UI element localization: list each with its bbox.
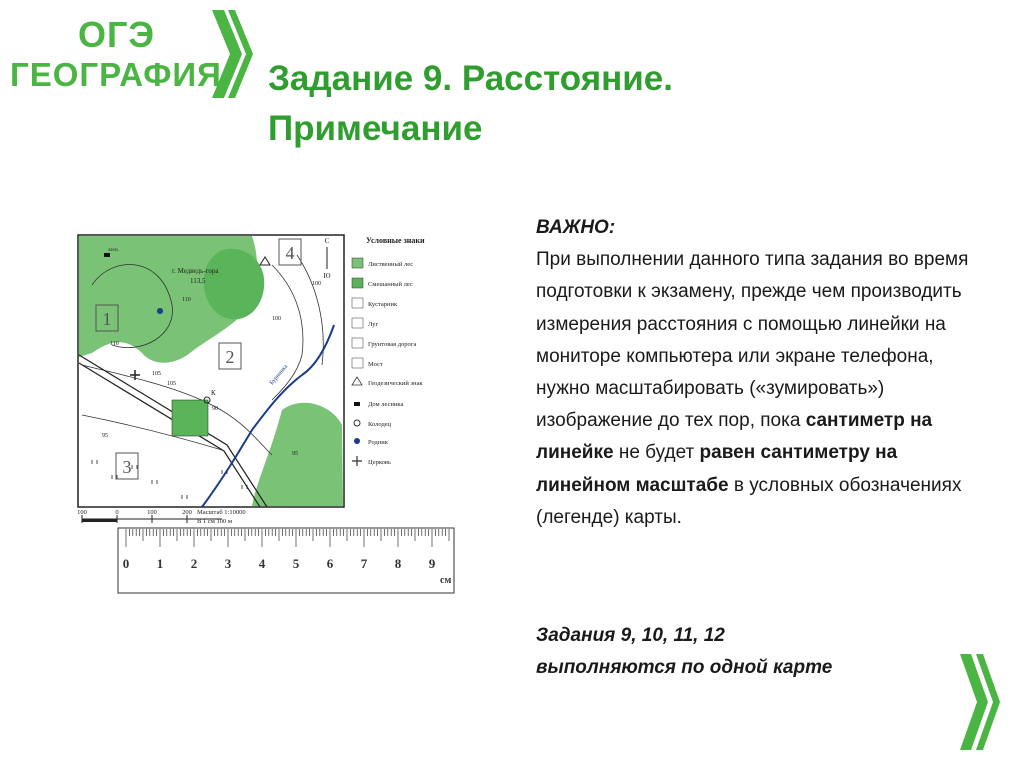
legend-item: Дом лесника <box>368 401 404 408</box>
note-heading: ВАЖНО: <box>536 217 616 238</box>
note-body <box>536 244 976 534</box>
legend <box>352 258 363 466</box>
scale-tick: 100 <box>147 509 157 516</box>
ruler <box>118 528 454 593</box>
contour-label: 95 <box>292 451 298 457</box>
logo-text-geography: ГЕОГРАФИЯ <box>10 56 222 93</box>
contour-label: 100 <box>312 281 321 287</box>
contour-label: 110 <box>182 297 191 303</box>
legend-item: Колодец <box>368 421 392 428</box>
spring-icon <box>157 308 163 314</box>
scale-tick: 200 <box>182 509 192 516</box>
scale-subtext: В 1 см 100 м <box>197 518 232 525</box>
area-label: 3 <box>122 457 132 477</box>
topographic-map <box>72 225 462 605</box>
tasks-line-1: Задания 9, 10, 11, 12 <box>536 625 725 646</box>
well-label: К <box>211 389 216 397</box>
legend-title: Условные знаки <box>366 236 425 245</box>
tasks-note <box>536 620 976 684</box>
page-title <box>268 54 888 154</box>
legend-item: Церковь <box>368 459 391 466</box>
legend-item: Грунтовая дорога <box>368 341 417 348</box>
legend-item: Мост <box>368 361 383 368</box>
ruler-number: 1 <box>156 556 164 571</box>
peak-name: г. Медведь-гора <box>172 267 219 275</box>
logo-chevron-icon <box>208 8 258 100</box>
note-emphasis: сантиметр на линейке <box>536 410 933 464</box>
note-text: в условных обозначениях (легенде) карты. <box>536 474 962 528</box>
legend-item: Смешанный лес <box>368 281 413 288</box>
scale-tick: 100 <box>77 509 87 516</box>
scale-text: Масштаб 1:10000 <box>197 509 246 516</box>
ruler-number: 3 <box>224 556 232 571</box>
ruler-number: 9 <box>428 556 436 571</box>
contour-label: 90 <box>212 406 218 412</box>
ruler-number: 4 <box>258 556 266 571</box>
legend-item: Лиственный лес <box>368 261 414 268</box>
area-label: 4 <box>285 243 295 263</box>
legend-item: Родник <box>368 439 388 446</box>
logo <box>8 8 258 100</box>
scale-tick: 0 <box>115 509 119 516</box>
note-emphasis: равен сантиметру на линейном масштабе <box>536 442 898 496</box>
ruler-number: 0 <box>122 556 130 571</box>
tasks-line-2: выполняются по одной карте <box>536 657 833 678</box>
ruler-number: 6 <box>326 556 334 571</box>
svg-text:С: С <box>324 237 330 245</box>
ruler-number: 7 <box>360 556 368 571</box>
legend-item: Кустарник <box>368 301 398 308</box>
legend-item: Геодезический знак <box>368 380 423 387</box>
contour-label: 100 <box>272 316 281 322</box>
title-line-2: Примечание <box>268 109 483 148</box>
contour-label: 105 <box>152 371 161 377</box>
ruler-unit: см <box>440 575 452 586</box>
legend-item: Луг <box>368 321 379 328</box>
note-text: не будет <box>618 442 695 464</box>
linear-scale <box>77 509 245 525</box>
contour-label: 105 <box>167 381 176 387</box>
ruler-number: 2 <box>190 556 198 571</box>
ruler-number: 5 <box>292 556 300 571</box>
peak-height: 113,5 <box>190 277 206 285</box>
river-label: Бурнинка <box>268 363 290 387</box>
corner-chevron-icon <box>956 652 1006 752</box>
ruler-number: 8 <box>394 556 402 571</box>
forester-house-icon <box>104 253 110 257</box>
contour-label: 95 <box>102 433 108 439</box>
contour-label: 110 <box>110 341 119 347</box>
svg-text:Ю: Ю <box>323 272 331 280</box>
note-text: При выполнении данного типа задания во время подготовки к экзамену, прежде чем производить измерения расстояния с помощью линейки на мониторе компьютера или экране телефона, нужно масштабировать («зумировать») изображение до тех пор, пока <box>536 249 969 432</box>
house-label: лесн. <box>108 248 119 253</box>
title-line-1: Задание 9. Расстояние. <box>268 59 673 98</box>
important-note <box>536 212 976 534</box>
logo-text-oge: ОГЭ <box>78 14 156 55</box>
area-label: 2 <box>225 347 235 367</box>
area-label: 1 <box>102 309 112 329</box>
